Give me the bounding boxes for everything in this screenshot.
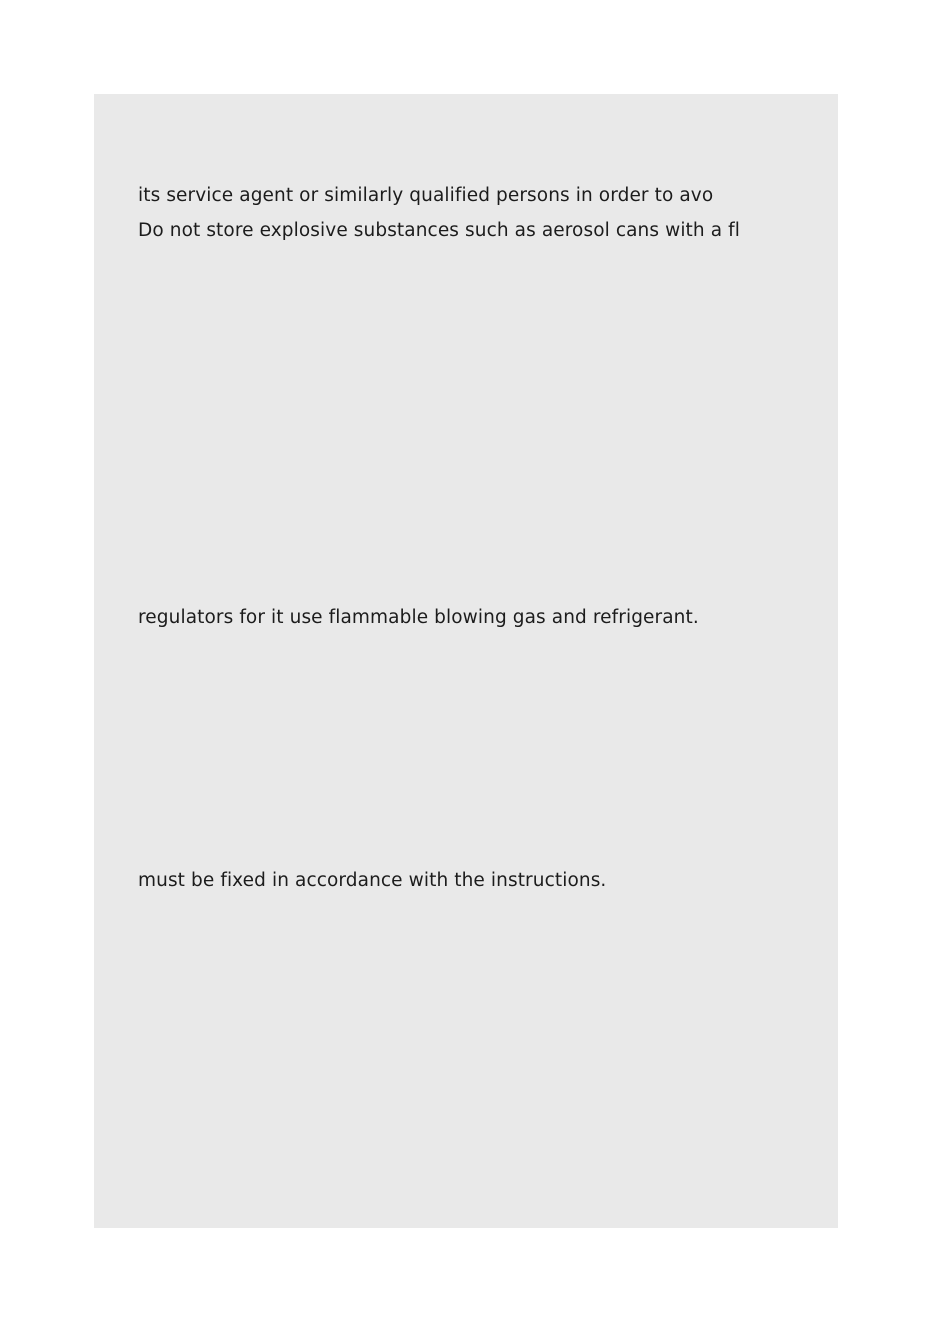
text-panel	[94, 94, 838, 1228]
text-line-3: regulators for it use flammable blowing gas and refrigerant.	[138, 607, 699, 628]
text-line-2: Do not store explosive substances such as aerosol cans with a fl	[138, 220, 740, 241]
text-line-4: must be fixed in accordance with the instructions.	[138, 870, 607, 891]
text-line-1: its service agent or similarly qualified persons in order to avo	[138, 185, 714, 206]
